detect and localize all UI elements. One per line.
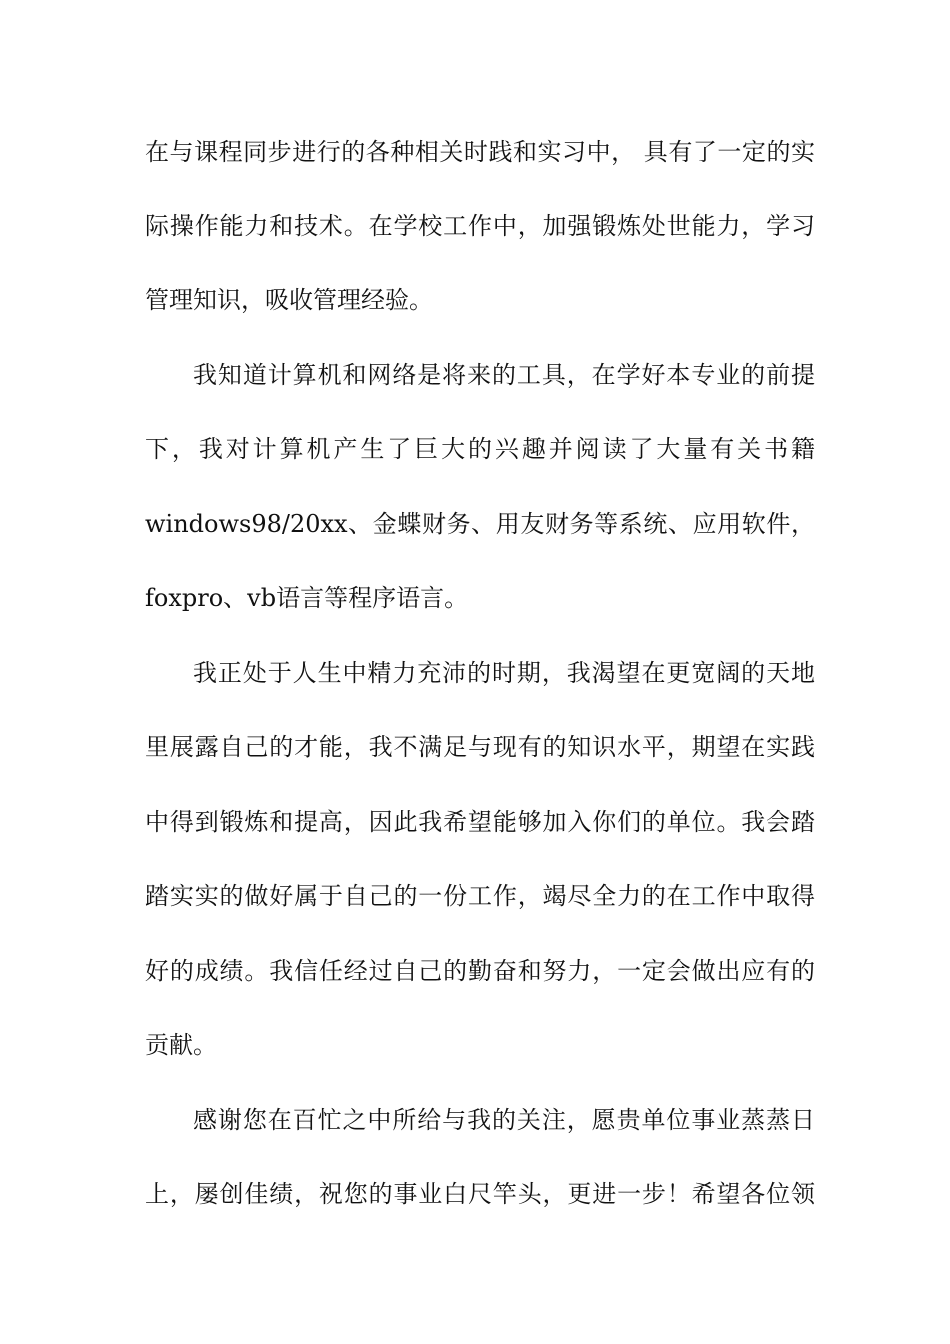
- text-line-5: 下，我对计算机产生了巨大的兴趣并阅读了大量有关书籍: [145, 435, 815, 463]
- text-line-15: 上，屡创佳绩，祝您的事业白尺竿头，更进一步！希望各位领: [145, 1180, 815, 1208]
- text-line-6: windows98/20xx、金蝶财务、用友财务等系统、应用软件，: [145, 510, 815, 538]
- text-line-11: 踏实实的做好属于自己的一份工作，竭尽全力的在工作中取得: [145, 882, 815, 910]
- text-line-2: 际操作能力和技术。在学校工作中，加强锻炼处世能力，学习: [145, 212, 815, 240]
- text-line-12: 好的成绩。我信任经过自己的勤奋和努力，一定会做出应有的: [145, 957, 815, 985]
- text-line-3: 管理知识，吸收管理经验。: [145, 286, 433, 314]
- text-line-1: 在与课程同步进行的各种相关时践和实习中， 具有了一定的实: [145, 138, 815, 166]
- text-line-7: foxpro、vb语言等程序语言。: [145, 584, 469, 612]
- text-line-8: 我正处于人生中精力充沛的时期，我渴望在更宽阔的天地: [193, 659, 815, 687]
- text-line-14: 感谢您在百忙之中所给与我的关注，愿贵单位事业蒸蒸日: [193, 1106, 815, 1134]
- text-line-9: 里展露自己的才能，我不满足与现有的知识水平，期望在实践: [145, 733, 815, 761]
- text-line-13: 贡献。: [145, 1031, 217, 1059]
- text-line-4: 我知道计算机和网络是将来的工具，在学好本专业的前提: [193, 361, 815, 389]
- text-line-10: 中得到锻炼和提高，因此我希望能够加入你们的单位。我会踏: [145, 808, 815, 836]
